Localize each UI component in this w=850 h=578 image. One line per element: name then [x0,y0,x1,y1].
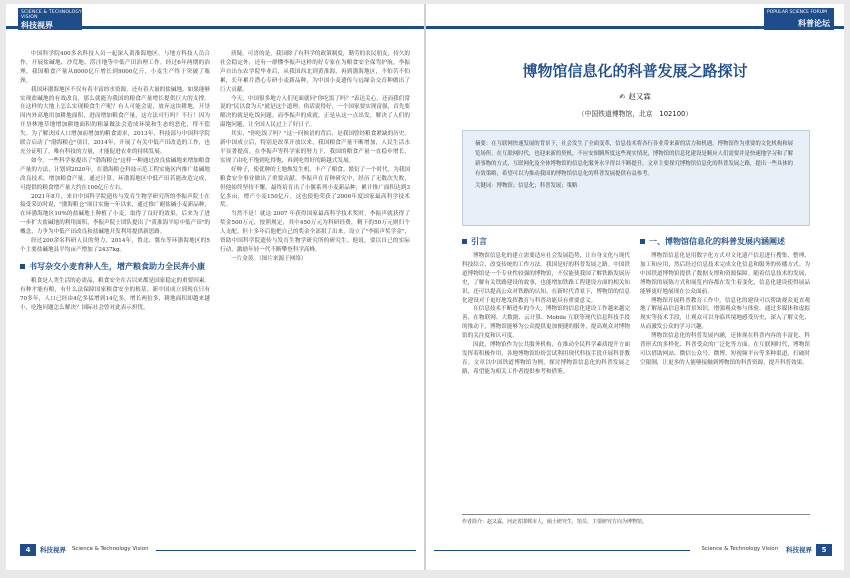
paragraph: 因此，博物馆作为公共服务机构，在推动全民科学素质提升方面发挥着积极作用，各地博物馆纷纷尝试利用现代科技手段开展科普教育。文章以中国铁道博物馆为例，探讨博物馆信息化的科普发展之路，希望能为相关工作者提供参考和借鉴。 [462,342,630,375]
paragraph: 质疑。可喜的是，我国除了有科学的政策制度，勤劳的农民朋友，持久的社会稳定外，还有一群懂李振声这样的好专家在为粮食安全保驾护航。李振声自出东农学院毕业后，从我国西北到黄淮海，再到渤海地区，不怕苦不怕累，长年累月潜心专研小麦新品种，为中国小麦遗传与远缘杂交育种做出了巨大贡献。 [220,51,410,93]
left-page [6,4,424,570]
paragraph: 2021年8月，来自中国科学院遗传与发育生物学研究所的李振声院士在接受采访时说，"渤海粮仓"项目实施一年以来，通过推广耐盐碱小麦新品种，在环渤海地区10%的盐碱地上种植了小麦，取得了良好的效果。后来为了进一步扩大盐碱地的利用面积，李振声院士团队提出了"黄淮海平原中低产田"的概念，力争为中低产田改良和盐碱地开发利用提供新思路。 [20,193,210,236]
footer-english: Science & Technology Vision [701,546,778,552]
logo-main-text: 科普论坛 [798,19,830,28]
footer-rule [434,550,690,551]
magazine-logo [18,8,82,30]
section-heading: 一、博物馆信息化的科普发展内涵阐述 [640,236,810,248]
abstract-text: 摘要：在互联网快速发展的背景下，社会发生了全面变革，信息技术将各行各业带来新的活力和机遇。博物馆作为重要的文化机构和展览场所，在互联网时代，也迎来新的契机，不应安图腾所度这些现实情况，博物馆的信息化建设是顺应人们需要并是快速地学习和了解新事物的方式，互联网化及全体博物馆的信息化服务水平得以不断提升，文章主要探究博物馆信息化的科普发展之路，提出一些具体的有效策略，希望可以为推动我国的博物馆信息化的科普发展提供有益参考。 [475,141,794,177]
logo-small-text: POPULAR SCIENCE FORUM [767,10,827,15]
footer-english: Science & Technology Vision [72,546,149,552]
paragraph: 经过200余名科研人员的努力，2014年，鲁北、冀东等环渤海地区的5个主要盐碱地县平均亩产增加了2437kg。 [20,238,210,253]
left-footer [6,544,424,558]
logo-main-text: 科技视界 [21,21,53,30]
right-column-2 [640,236,810,508]
paragraph: 博物馆信息化的建立需要适应社会发展趋势，让自身文化与现代科技结合，改变传统的工作方法。我国是好的科普发展之路。中国铁道博物馆是一个专业性较强的博物馆，不仅能使我国了解铁路发展历史，了解有关铁路建设的故事，也能增加铁路工程建设方面的相关知识，还可以提高公众对铁路的认知。在新时代背景下，博物馆的信息化建设对于更好地发挥教育与科普功能具有重要意义。 [462,253,630,304]
right-column-1 [462,236,630,508]
page-number: 4 [20,544,36,556]
paragraph: 我国环渤海地区不仅有着丰富的水资源，还有着大量的盐碱地，如果能够实现盐碱地的有效改良，那么就能为我国的粮食产量增长提供巨大的支撑。在这样的大地上怎么实现粮食生产呢？有人可能会说，放弃这块耕地，开垦因内外高地用加耕地面积，进而增加粮食产量，这方法可行吗？不行！因为开垦林地草地增加耕地面积的粗暴做法会造成环境和生态的恶化，得不偿失。为了解决国人口增加而增加的粮食需求，2013年，科技部与中国科学院联合启动了"渤海粮仓"项目，2014年，开展了有关中低产田改造的工作，也充分证明了，唯有科技的力量，才能促进农业的持续发展。 [20,86,210,155]
section-heading: 书写杂交小麦育种人生，增产粮食助力全民奔小康 [20,261,210,273]
image-caption: 一片金黄。（图片来源于网络） [231,255,307,262]
paragraph: 如今，一些科学家提出了"渤海粮仓"这样一种通过改良盐碱地来增加粮食产量的方法，计划到2020年，在渤海粮仓科技示范工程实施区内推广盐碱地改良技术，增加粮食产量。通过计算，环渤海地区中低产田若能改造完成，可提供的粮食增产量大约在100亿斤左右。 [20,157,210,191]
footer-brand: 科技视界 [786,546,812,554]
left-header [6,4,424,40]
paragraph: 博物馆信息化是用数字化方式对文化遗产信息进行搜集、整理、加工和应用，然后经过信息技术完成文化信息和服务的传播方式。为中国铁道博物馆提供了数据支撑和资源保障。随着信息技术的发展，博物馆的展陈方式和展览内容都在发生着变化，信息化建设使得展品能够更好地展现在公众面前。 [640,253,810,295]
article-title: 博物馆信息化的科普发展之路探讨 [522,62,748,80]
left-column-2 [220,50,410,538]
right-footer [426,544,844,558]
square-bullet-icon [640,239,645,244]
paragraph: 博物馆开展科普教育工作中，信息化的建设可以帮助观众更直观地了解展品信息和背景知识，增强观众参与体验，通过多媒体和虚拟现实等技术手段，让观众可以身临其境地感受历史，深入了解文化，从而激发公众的学习兴趣。 [640,297,810,331]
author-name: 赵又霖 [628,92,651,101]
pen-icon: ✍ [619,92,626,101]
keywords: 关键词：博物馆；信息化；科普发展；策略 [475,183,578,189]
left-column-1 [20,50,210,538]
paragraph: 粮食是人类生活的必需品，粮食安全在古以来都是国家稳定的重要因素。有种才能有粮，有什么法保障国家粮食安全的根基。新中国成立到现在只有70多年，人口已经由4亿多猛增到14亿多，增长两倍多，耕地面积却越来越小，吃饱问题怎么解决？国际社会曾对此表示担忧。 [20,277,210,311]
abstract-box [462,130,810,226]
footer-brand: 科技视界 [40,546,66,554]
author-line [426,91,844,102]
author-footnote: 作者简介：赵又霖，河北省邯郸市人，硕士研究生，馆员，主要研究方向为博物馆。 [462,514,810,525]
paragraph: 好种子，使优种的土地焕发生机，丰产了粮食。繁衍了一个时代。为我国粮食安全事业做出了重要贡献。李振声在育种研究中，经历了无数次失败，但他始终坚持不懈，最终培育出了小偃系列小麦新品种，累计推广面积达到3亿多亩，增产小麦150亿斤，这也使他荣获了2006年度国家最高科学技术奖。 [220,166,410,209]
paragraph: 在信息技术不断进步的今天，博物馆的信息化建设工作越来越完善，在物联网、大数据、云计算、Mobile 互联等现代信息科技手段的推动下，博物馆能够为公众提供更加便捷的服务，提高观众对博物馆的关注度和认可度。 [462,306,630,340]
paragraph: 其实，"你吃饭了吗？"这一问候语的背后，是我国曾经粮食紧缺的历史。新中国成立后，特别是改革开放以来，我国粮食产量不断增加，人民生活水平显著提高。在李振声等科学家的努力下，我国的粮食产量一直稳步增长，实现了由吃不饱到吃得饱，再到吃得好的跨越式发展。 [220,131,410,164]
affiliation: （中国铁道博物馆，北京 102100） [577,110,693,118]
footer-rule [156,550,416,551]
paragraph: 中国科学院400多名科技人员一起深入黄淮海地区，与地方科技人员合作，开展盐碱地、沙荒地、涝洼地等中低产田治理工作。经过6年两期的治理，我国粮食产量从8000亿斤增长到9000亿斤，小麦生产终于突破了瓶颈。 [20,51,210,84]
section-heading: 引言 [462,236,630,248]
logo-small-text: SCIENCE & TECHNOLOGY VISION [21,10,82,20]
right-page [426,4,844,570]
right-header [426,4,844,40]
page-number: 5 [816,544,832,556]
paragraph: 博物馆信息化的科普发展内涵，还体现在科普内容的丰富化、科普形式的多样化、科普受众的广泛化等方面。在互联网时代，博物馆可以借助网站、微信公众号、微博、短视频平台等多种渠道，打破时空限制，让更多的人能够接触到博物馆的科普资源，提升科普效果。 [640,333,810,366]
paragraph: 今天，中国很多地方人们见面就问"你吃饭了吗？"表达关心，还而我们常说的"民以食为天"就是这个道理。俗话说得好，一个国家要实现富强，首先要解决的就是吃饭问题。而李振声的成就，正是从这一点出发，解决了人们的温饱问题，让全国人民过上了好日子。 [220,95,410,129]
section-logo [764,8,834,30]
paragraph: 当然不是！就这 2007 年获得国家最高科学技术奖时，李振声就获得了奖金500万元，按照规定，其中450万元为科研经费，剩下的50万元则归个人支配。但十多年后他把自己的奖金全部捐了出来，设立了"李振声奖学金"，资助中国科学院遗传与发育生物学研究所的研究生。他说，要以自己的实际行动，激励年轻一代不断攀登科学高峰。 [220,211,410,253]
square-bullet-icon [20,264,25,269]
square-bullet-icon [462,239,467,244]
